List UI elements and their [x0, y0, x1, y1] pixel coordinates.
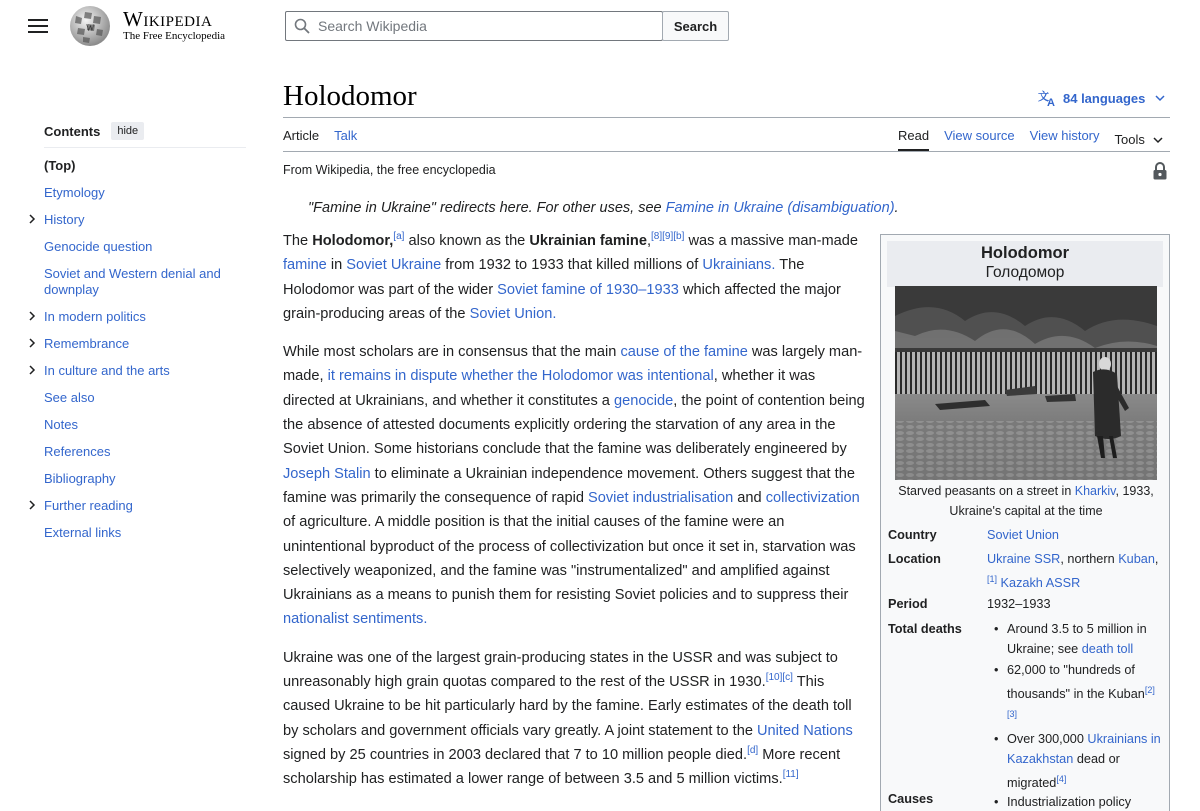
text: More recent scholarship has estimated a lower range of between 3.5 and 5 million victims. [283, 746, 841, 788]
table-of-contents [44, 122, 246, 552]
citation-link[interactable]: [4] [1056, 774, 1067, 785]
tab-read[interactable]: Read [898, 128, 929, 151]
toc-item[interactable] [44, 417, 246, 433]
text: Industrialization policy [1007, 795, 1132, 809]
citation-link[interactable]: [1] [987, 574, 998, 584]
text: This caused Ukraine to be hit particularly hard by the famine. Early estimates of the death toll by scholars and government officials vary greatly. A joint statement to the [283, 674, 852, 739]
text: from 1932 to 1933 that killed millions of [441, 257, 703, 274]
chevron-right-icon[interactable] [26, 499, 38, 511]
text: The Holodomor was part of the wider [283, 257, 805, 298]
toc-item[interactable] [44, 444, 246, 460]
citation-link[interactable]: [d] [747, 745, 759, 757]
toc-item[interactable] [44, 390, 246, 406]
text: Ukraine was one of the largest grain-producing states in the USSR and was subject to unreasonably high grain quotas compared to the rest of the USSR in 1930. [283, 649, 838, 691]
wikipedia-wordmark[interactable] [123, 8, 225, 43]
toc-item-label: Bibliography [44, 471, 116, 486]
citation-link[interactable]: [8][9][b] [651, 231, 685, 243]
infobox-value [987, 594, 1167, 614]
article-paragraph [283, 340, 870, 632]
wiki-link[interactable]: nationalist sentiments. [283, 611, 428, 628]
infobox [880, 234, 1170, 811]
toc-item[interactable] [44, 471, 246, 487]
infobox-list-item [987, 660, 1167, 728]
text: , whether it was directed at Ukrainians, and whether it constitutes a [283, 368, 816, 409]
toc-item-label: Remembrance [44, 336, 130, 351]
toc-item-label: References [44, 444, 111, 459]
bold-text: , [389, 233, 394, 249]
infobox-value-list [987, 619, 1167, 795]
citation-link[interactable]: [3] [1007, 709, 1018, 720]
infobox-list-item [987, 729, 1167, 793]
infobox-subtitle: Голодомор [985, 264, 1065, 281]
toc-item[interactable] [44, 309, 246, 325]
text: 62,000 to "hundreds of thousands" in the Kuban [1007, 663, 1145, 702]
hatnote-link[interactable]: Famine in Ukraine (disambiguation) [665, 200, 895, 216]
wiki-link[interactable]: Soviet Union [987, 528, 1059, 542]
toc-item[interactable] [44, 336, 246, 352]
wiki-link[interactable]: United Nations [757, 722, 853, 739]
lock-icon[interactable] [1152, 162, 1168, 180]
tab-article[interactable]: Article [283, 128, 320, 143]
infobox-label: Location [888, 552, 941, 566]
toc-item-label: (Top) [44, 158, 76, 173]
text: Around 3.5 to 5 million in Ukraine; see [1007, 622, 1147, 656]
text: Over 300,000 [1007, 732, 1088, 747]
text: also known as the [404, 233, 530, 249]
toc-item-label: Further reading [44, 498, 133, 513]
toc-item[interactable] [44, 212, 246, 228]
wiki-link[interactable]: famine [283, 257, 327, 274]
text: and [733, 489, 766, 506]
toc-header [44, 122, 246, 148]
chevron-down-icon [1155, 93, 1165, 103]
wiki-link[interactable]: it remains in dispute whether the Holodomor was intentional [327, 368, 714, 385]
article-body [283, 229, 870, 806]
article-paragraph [283, 646, 870, 792]
wiki-link[interactable]: Soviet Ukraine [346, 257, 442, 274]
text: dead or migrated [1007, 752, 1120, 791]
toc-hide-button[interactable]: hide [111, 122, 144, 140]
infobox-photo[interactable] [895, 286, 1157, 480]
site-subtitle: From Wikipedia, the free encyclopedia [283, 163, 496, 177]
toc-item-label: History [44, 212, 85, 227]
svg-text:文: 文 [1038, 91, 1049, 103]
toc-item[interactable] [44, 525, 246, 541]
search-icon [294, 18, 310, 34]
wiki-link[interactable]: Joseph Stalin [283, 465, 371, 482]
infobox-value [987, 525, 1167, 545]
chevron-right-icon[interactable] [26, 213, 38, 225]
svg-text:A: A [1047, 97, 1055, 107]
toc-item-label: External links [44, 525, 122, 540]
chevron-right-icon[interactable] [26, 310, 38, 322]
citation-link[interactable]: [2] [1144, 685, 1155, 695]
hatnote-end: . [894, 200, 899, 216]
text: , the point of contention being the absence of attested documents explicitly ordering the starvation of any area in the Soviet Union. Some historians conclude that the famine was deliberately engineered by [283, 392, 865, 458]
text: , northern [1060, 552, 1119, 566]
infobox-list-item [987, 619, 1167, 659]
bold-text: Ukrainian famine [529, 233, 647, 249]
toc-item-label: Genocide question [44, 239, 153, 254]
search-box [285, 11, 663, 41]
wiki-link[interactable]: genocide [613, 392, 674, 409]
namespace-tabs [283, 128, 372, 149]
toc-item[interactable] [44, 185, 246, 201]
tab-view-history[interactable]: View history [1029, 128, 1100, 143]
toc-item[interactable] [44, 498, 246, 514]
infobox-list-item [987, 792, 1167, 811]
chevron-down-icon [1153, 135, 1163, 145]
toc-item-label: In modern politics [44, 309, 146, 324]
wikipedia-globe-logo[interactable] [66, 4, 114, 48]
page-title: Holodomor [283, 80, 417, 112]
main-menu-button[interactable] [28, 16, 48, 34]
text: was a massive man-made [684, 233, 858, 249]
toc-item-label: See also [44, 390, 95, 405]
toc-item[interactable] [44, 266, 246, 298]
languages-label: 84 languages [1063, 90, 1146, 106]
wiki-link[interactable]: Kazakh ASSR [1000, 576, 1081, 591]
text: of agriculture. A middle position is that the initial causes of the famine were an unintentional byproduct of the process of collectivization but once it set in, starvation was selectively weaponized, and the famine was "instrumentalized" and amplified against Ukrainians as a means to punish them for resisting Soviet policies and to suppress their [283, 514, 856, 604]
toc-item-label: In culture and the arts [44, 363, 170, 378]
tab-talk[interactable]: Talk [334, 128, 358, 143]
chevron-right-icon[interactable] [26, 364, 38, 376]
toc-item[interactable] [44, 158, 246, 174]
wiki-link[interactable]: Ukraine SSR [987, 552, 1061, 566]
bold-text: Holodomor [312, 233, 390, 249]
infobox-title: Holodomor [981, 244, 1069, 262]
hatnote [308, 200, 899, 216]
tools-label: Tools [1114, 132, 1145, 147]
toc-item[interactable] [44, 363, 246, 379]
article-paragraph [283, 229, 870, 326]
text: 1932–1933 [987, 597, 1051, 611]
text: signed by 25 countries in 2003 declared that 7 to 10 million people died. [283, 746, 748, 763]
wiki-link[interactable]: Ukrainians in Kazakhstan [1007, 732, 1161, 767]
infobox-value [987, 549, 1167, 593]
search-button[interactable]: Search [662, 11, 729, 41]
text: , [1154, 552, 1159, 566]
citation-link[interactable]: [11] [782, 769, 799, 781]
infobox-title-block [887, 241, 1163, 287]
tools-menu[interactable] [1115, 128, 1163, 151]
view-tabs [898, 128, 1163, 151]
hatnote-text: "Famine in Ukraine" redirects here. For other uses, see [308, 200, 666, 216]
toc-list [44, 158, 246, 541]
wiki-link[interactable]: collectivization [765, 489, 860, 506]
search-input[interactable] [318, 18, 648, 34]
wiki-link[interactable]: Soviet famine of 1930–1933 [497, 281, 679, 298]
wordmark-title: Wikipedia [123, 7, 213, 31]
infobox-value-list [987, 792, 1167, 811]
citation-link[interactable]: [a] [393, 231, 405, 243]
wiki-link[interactable]: Kuban [1118, 552, 1155, 566]
text: The [283, 233, 313, 249]
wiki-link[interactable]: death toll [1081, 642, 1134, 656]
text: in [326, 257, 347, 274]
wiki-link[interactable]: cause of the famine [620, 344, 748, 361]
infobox-label: Country [888, 528, 937, 542]
wiki-link[interactable]: Soviet industrialisation [588, 489, 734, 506]
infobox-label: Total deaths [888, 622, 962, 636]
toc-item-label: Etymology [44, 185, 105, 200]
text: , 1933, Ukraine's capital at the time [949, 484, 1154, 518]
chevron-right-icon[interactable] [26, 337, 38, 349]
wiki-link[interactable]: Kharkiv [1074, 484, 1116, 498]
language-icon [1038, 89, 1058, 107]
text: was largely man-made, [283, 344, 863, 385]
toc-item-label: Soviet and Western denial and downplay [44, 266, 221, 297]
infobox-label: Causes [888, 792, 934, 806]
wiki-link[interactable]: Soviet Union. [469, 305, 557, 322]
text: to eliminate a Ukrainian independence movement. Others suggest that the famine was primarily the consequence of rapid [283, 465, 855, 506]
toc-title: Contents [44, 123, 101, 139]
toc-item-label: Notes [44, 417, 78, 432]
tab-view-source[interactable]: View source [944, 128, 1015, 143]
svg-text:W: W [86, 23, 95, 33]
languages-button[interactable] [1038, 89, 1165, 107]
toc-item[interactable] [44, 239, 246, 255]
wiki-link[interactable]: Ukrainians. [702, 257, 776, 274]
citation-link[interactable]: [10][c] [765, 672, 793, 684]
infobox-label: Period [888, 597, 928, 611]
wordmark-tagline: The Free Encyclopedia [123, 30, 226, 42]
tabs-divider [283, 151, 1170, 152]
text: Starved peasants on a street in [898, 484, 1075, 498]
text: While most scholars are in consensus that the main [283, 344, 621, 361]
infobox-caption [887, 481, 1165, 521]
text: which affected the major grain-producing areas of the [283, 281, 841, 322]
title-divider [283, 117, 1170, 118]
text: , [646, 233, 652, 249]
